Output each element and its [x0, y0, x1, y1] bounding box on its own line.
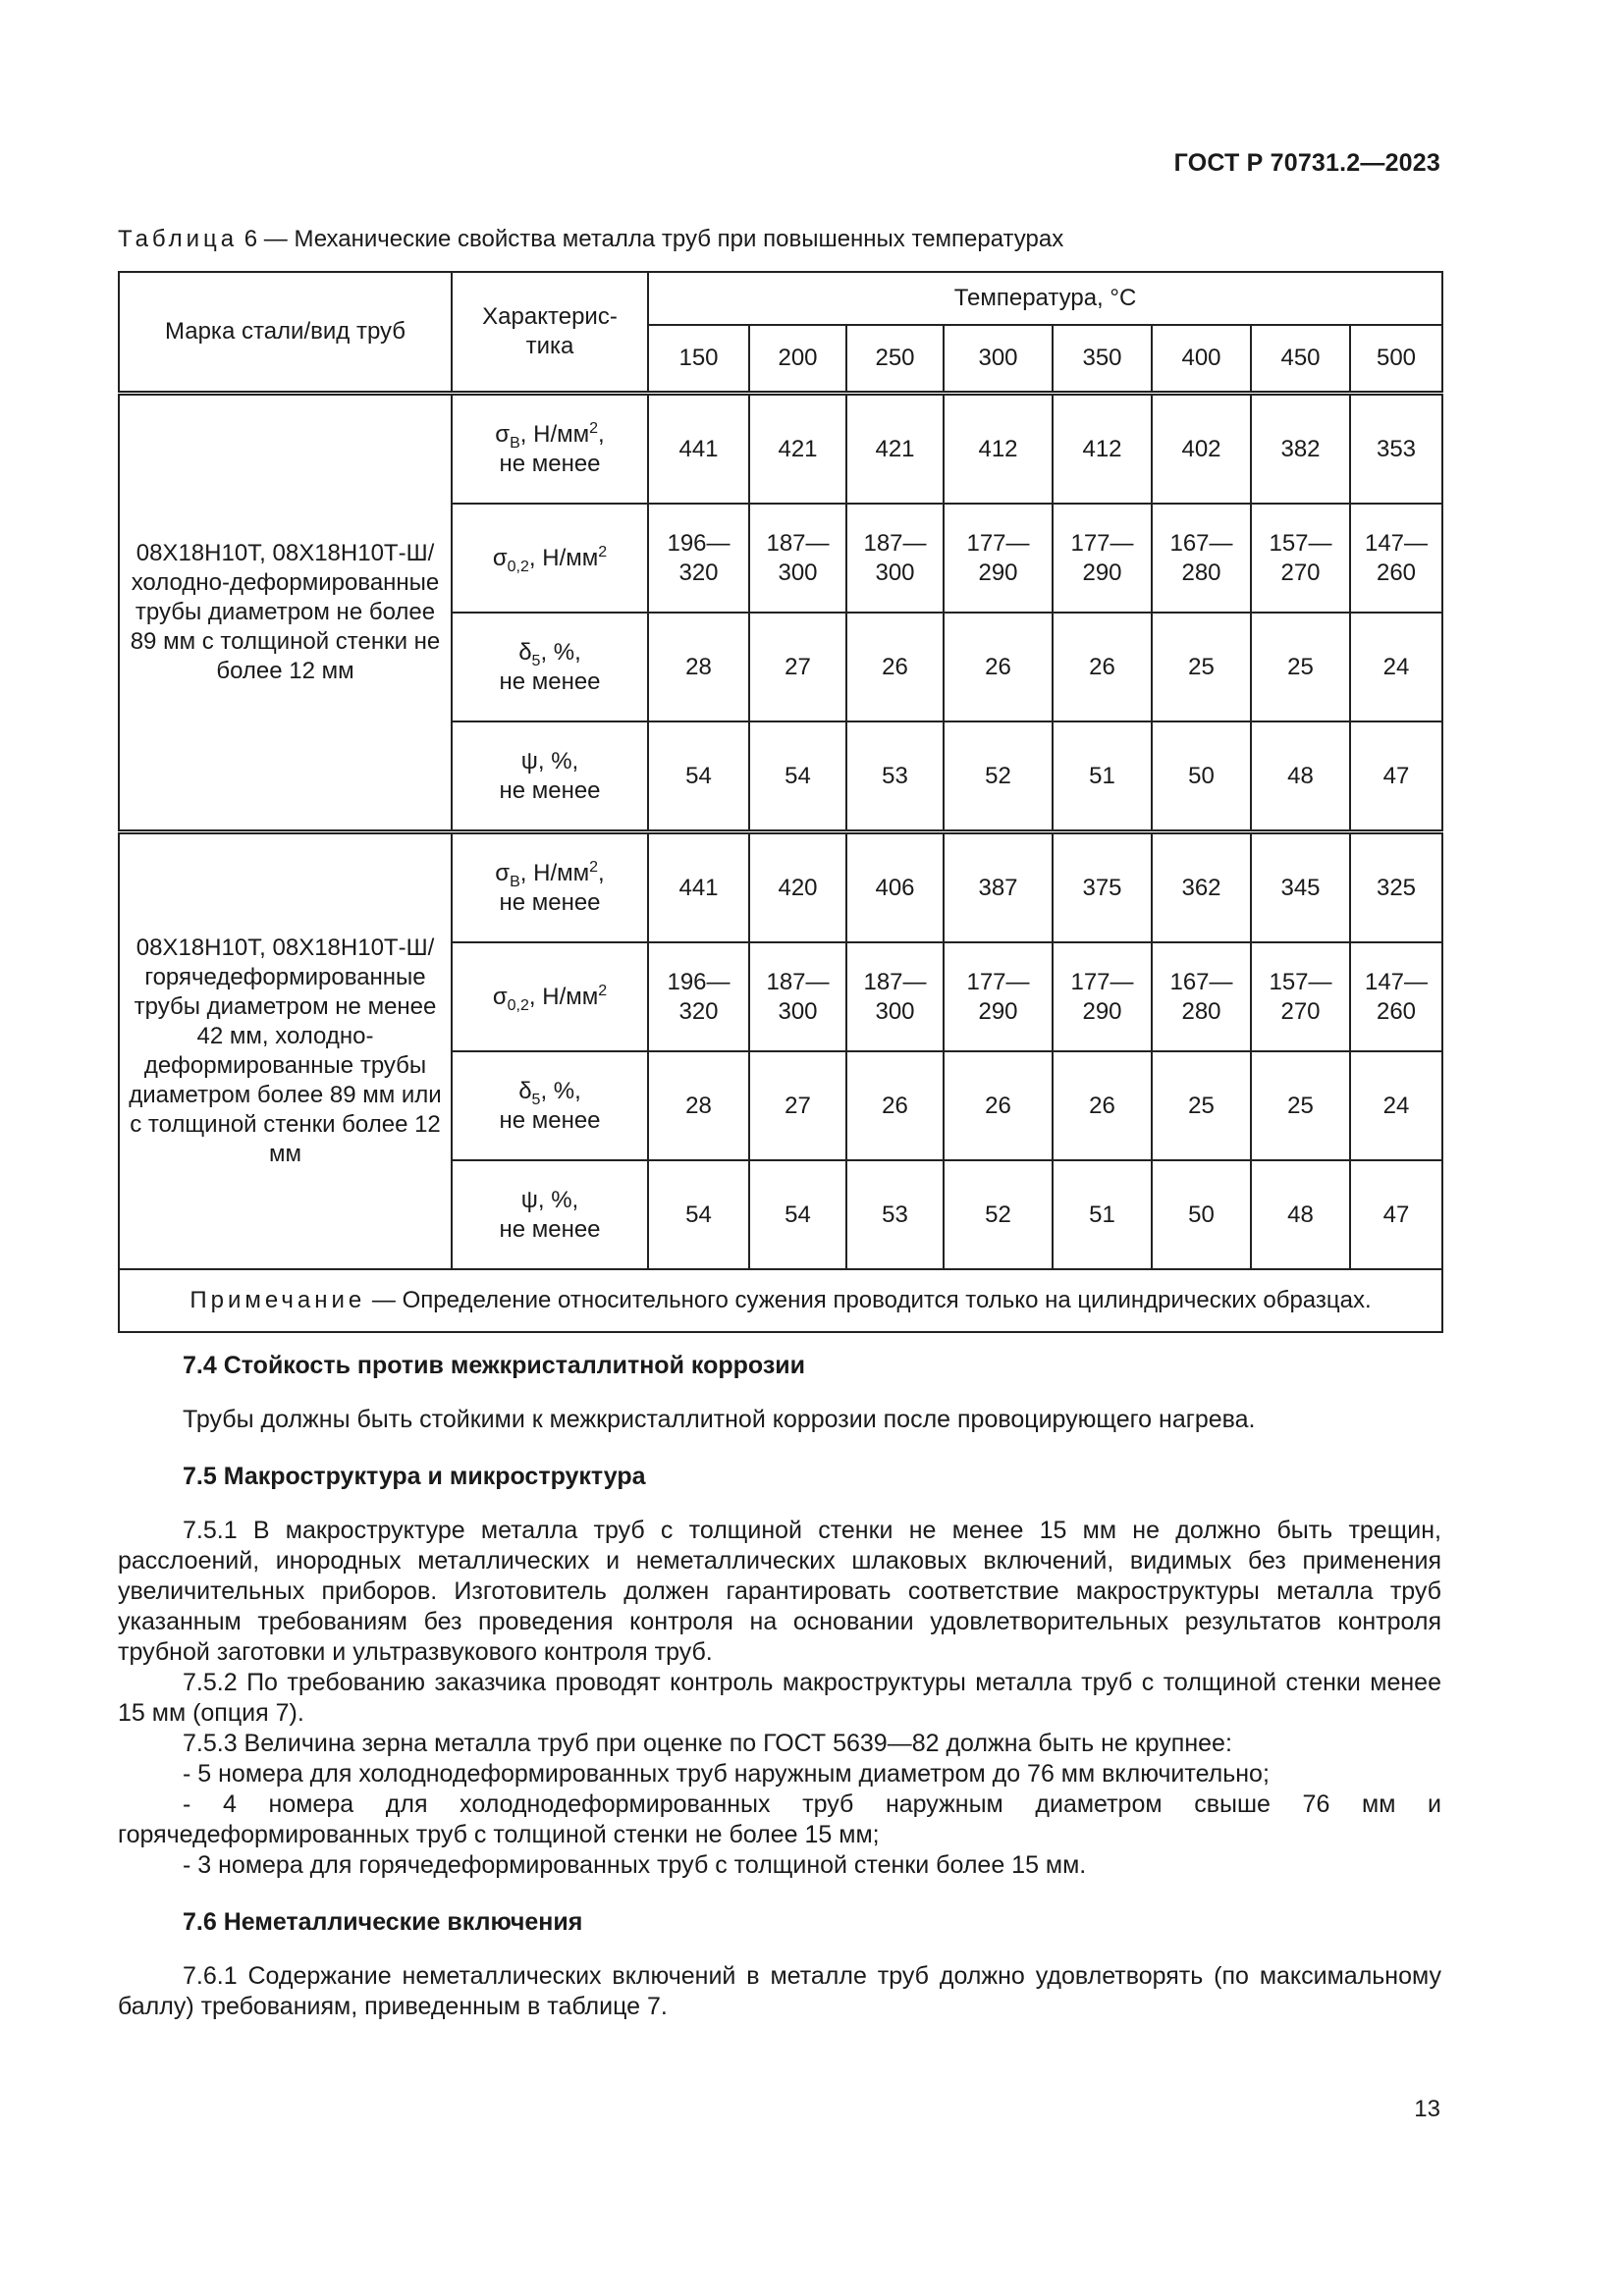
value-cell: 26 [1053, 1051, 1152, 1160]
value-cell: 441 [648, 394, 749, 505]
header-temperature: Температура, °С [648, 272, 1442, 325]
value-cell: 26 [944, 613, 1053, 721]
value-cell: 50 [1152, 721, 1251, 832]
characteristic-unit: , %, [540, 638, 581, 666]
characteristic-sym: σ [495, 859, 511, 886]
list-item-grain-3: - 3 номера для горячедеформированных труб с толщиной стенки более 15 мм. [183, 1851, 1087, 1879]
characteristic-cell [452, 1051, 648, 1160]
table-row [119, 394, 1442, 505]
value-cell: 177— 290 [944, 942, 1053, 1051]
value-cell: 157— 270 [1251, 942, 1350, 1051]
value-cell: 402 [1152, 394, 1251, 505]
table-row [119, 832, 1442, 943]
value-cell: 47 [1350, 1160, 1442, 1269]
characteristic-unit: , Н/мм [528, 983, 599, 1010]
value-cell: 27 [749, 613, 846, 721]
value-cell: 28 [648, 613, 749, 721]
paragraph-7-5-3: 7.5.3 Величина зерна металла труб при оценке по ГОСТ 5639—82 должна быть не крупнее: [183, 1730, 1232, 1757]
table-caption-label: Таблица [118, 226, 239, 252]
characteristic-qualifier: не менее [499, 776, 601, 804]
characteristic-sub: 5 [531, 652, 541, 669]
value-cell: 54 [648, 721, 749, 832]
characteristic-sym: σ [492, 544, 508, 571]
header-temp-150: 150 [648, 325, 749, 394]
value-cell: 53 [846, 1160, 944, 1269]
value-cell: 421 [846, 394, 944, 505]
header-characteristic: Характерис-тика [452, 272, 648, 394]
value-cell: 420 [749, 832, 846, 943]
characteristic-sub: B [510, 873, 520, 890]
characteristic-cell [452, 394, 648, 505]
document-code: ГОСТ Р 70731.2—2023 [1173, 149, 1440, 177]
characteristic-unit: , Н/мм [519, 420, 590, 448]
value-cell: 412 [1053, 394, 1152, 505]
header-temp-450: 450 [1251, 325, 1350, 394]
characteristic-cell [452, 1160, 648, 1269]
characteristic-qualifier: не менее [499, 1215, 601, 1243]
value-cell: 345 [1251, 832, 1350, 943]
characteristic-unit: , Н/мм [528, 544, 599, 571]
table-caption-text: 6 — Механические свойства металла труб при повышенных температурах [238, 226, 1064, 252]
value-cell: 27 [749, 1051, 846, 1160]
value-cell: 406 [846, 832, 944, 943]
header-grade: Марка стали/вид труб [119, 272, 452, 394]
value-cell: 196— 320 [648, 504, 749, 613]
value-cell: 53 [846, 721, 944, 832]
value-cell: 177— 290 [1053, 942, 1152, 1051]
characteristic-sub: 0,2 [507, 996, 529, 1014]
value-cell: 157— 270 [1251, 504, 1350, 613]
section-7-5-title: 7.5 Макроструктура и микроструктура [183, 1463, 646, 1490]
table-caption [118, 226, 1063, 253]
characteristic-qualifier: не менее [499, 450, 601, 477]
value-cell: 48 [1251, 721, 1350, 832]
value-cell: 441 [648, 832, 749, 943]
characteristic-qualifier: не менее [499, 888, 601, 916]
characteristic-cell [452, 504, 648, 613]
value-cell: 51 [1053, 1160, 1152, 1269]
value-cell: 26 [846, 613, 944, 721]
characteristic-sup: 2 [598, 982, 608, 999]
section-7-4-text: Трубы должны быть стойкими к межкристаллитной коррозии после провоцирующего нагрева. [183, 1406, 1256, 1433]
table-note [119, 1269, 1442, 1332]
characteristic-unit: , %, [537, 1186, 579, 1213]
value-cell: 25 [1152, 1051, 1251, 1160]
characteristic-tail: , [598, 420, 605, 448]
characteristic-sym: σ [492, 983, 508, 1010]
value-cell: 25 [1251, 1051, 1350, 1160]
value-cell: 147— 260 [1350, 942, 1442, 1051]
header-temp-200: 200 [749, 325, 846, 394]
paragraph-7-6-1: 7.6.1 Содержание неметаллических включений в металле труб должно удовлетворять (по максимальному баллу) требованиям, приведенным в таблице 7. [118, 1962, 1441, 2020]
characteristic-cell [452, 721, 648, 832]
value-cell: 387 [944, 832, 1053, 943]
value-cell: 325 [1350, 832, 1442, 943]
characteristic-cell [452, 613, 648, 721]
value-cell: 187— 300 [749, 504, 846, 613]
characteristic-sub: B [510, 434, 520, 452]
value-cell: 28 [648, 1051, 749, 1160]
value-cell: 25 [1251, 613, 1350, 721]
value-cell: 375 [1053, 832, 1152, 943]
body-text [118, 1351, 1441, 2022]
value-cell: 24 [1350, 613, 1442, 721]
table-note-text: — Определение относительного сужения проводится только на цилиндрических образцах. [365, 1287, 1372, 1313]
value-cell: 25 [1152, 613, 1251, 721]
value-cell: 54 [749, 721, 846, 832]
value-cell: 147— 260 [1350, 504, 1442, 613]
value-cell: 187— 300 [846, 504, 944, 613]
characteristic-sub: 0,2 [507, 558, 529, 575]
header-temp-500: 500 [1350, 325, 1442, 394]
value-cell: 177— 290 [944, 504, 1053, 613]
section-7-4-title: 7.4 Стойкость против межкристаллитной коррозии [183, 1352, 805, 1379]
value-cell: 187— 300 [749, 942, 846, 1051]
value-cell: 412 [944, 394, 1053, 505]
characteristic-sym: ψ [520, 747, 538, 774]
characteristic-sup: 2 [598, 543, 608, 561]
table-group-2 [119, 832, 1442, 1270]
characteristic-cell [452, 832, 648, 943]
paragraph-7-5-2: 7.5.2 По требованию заказчика проводят контроль макроструктуры металла труб с толщиной стенки менее 15 мм (опция 7). [118, 1669, 1441, 1727]
section-7-6-title: 7.6 Неметаллические включения [183, 1908, 583, 1936]
value-cell: 353 [1350, 394, 1442, 505]
value-cell: 382 [1251, 394, 1350, 505]
header-temp-400: 400 [1152, 325, 1251, 394]
mechanical-properties-table [118, 271, 1443, 1333]
value-cell: 26 [1053, 613, 1152, 721]
value-cell: 26 [944, 1051, 1053, 1160]
characteristic-sup: 2 [589, 419, 599, 437]
value-cell: 52 [944, 721, 1053, 832]
value-cell: 47 [1350, 721, 1442, 832]
value-cell: 24 [1350, 1051, 1442, 1160]
header-temp-300: 300 [944, 325, 1053, 394]
characteristic-unit: , %, [537, 747, 579, 774]
characteristic-sup: 2 [589, 858, 599, 876]
characteristic-qualifier: не менее [499, 1106, 601, 1134]
header-temp-250: 250 [846, 325, 944, 394]
characteristic-sym: ψ [520, 1186, 538, 1213]
value-cell: 177— 290 [1053, 504, 1152, 613]
value-cell: 54 [749, 1160, 846, 1269]
value-cell: 54 [648, 1160, 749, 1269]
table-group-1 [119, 394, 1442, 832]
value-cell: 52 [944, 1160, 1053, 1269]
value-cell: 51 [1053, 721, 1152, 832]
value-cell: 26 [846, 1051, 944, 1160]
characteristic-sym: δ [518, 1077, 532, 1104]
grade-cell: 08Х18Н10Т, 08Х18Н10Т-Ш/ горячедеформированные трубы диаметром не менее 42 мм, холодно-деформированные трубы диаметром более 89 мм или с толщиной стенки более 12 мм [119, 832, 452, 1270]
list-item-grain-2: - 4 номера для холоднодеформированных труб наружным диаметром свыше 76 мм и горячедеформированных труб с толщиной стенки не более 15 мм; [118, 1790, 1441, 1848]
characteristic-unit: , %, [540, 1077, 581, 1104]
characteristic-sym: δ [518, 638, 532, 666]
characteristic-tail: , [598, 859, 605, 886]
characteristic-sym: σ [495, 420, 511, 448]
header-temp-350: 350 [1053, 325, 1152, 394]
value-cell: 362 [1152, 832, 1251, 943]
characteristic-qualifier: не менее [499, 667, 601, 695]
value-cell: 167— 280 [1152, 942, 1251, 1051]
value-cell: 187— 300 [846, 942, 944, 1051]
value-cell: 48 [1251, 1160, 1350, 1269]
value-cell: 196— 320 [648, 942, 749, 1051]
list-item-grain-1: - 5 номера для холоднодеформированных труб наружным диаметром до 76 мм включительно; [183, 1760, 1270, 1788]
grade-cell: 08Х18Н10Т, 08Х18Н10Т-Ш/ холодно-деформированные трубы диаметром не более 89 мм с толщиной стенки не более 12 мм [119, 394, 452, 832]
paragraph-7-5-1: 7.5.1 В макроструктуре металла труб с толщиной стенки не менее 15 мм не должно быть трещин, расслоений, инородных металлических и неметаллических шлаковых включений, видимых без применения увеличительных приборов. Изготовитель должен гарантировать соответствие макроструктуры металла труб указанным требованиям без проведения контроля на основании удовлетворительных результатов контроля трубной заготовки и ультразвукового контроля труб. [118, 1517, 1441, 1666]
characteristic-unit: , Н/мм [519, 859, 590, 886]
page-number: 13 [1414, 2096, 1440, 2122]
table-note-label: Примечание [189, 1287, 366, 1313]
value-cell: 421 [749, 394, 846, 505]
characteristic-cell [452, 942, 648, 1051]
value-cell: 50 [1152, 1160, 1251, 1269]
value-cell: 167— 280 [1152, 504, 1251, 613]
characteristic-sub: 5 [531, 1091, 541, 1108]
